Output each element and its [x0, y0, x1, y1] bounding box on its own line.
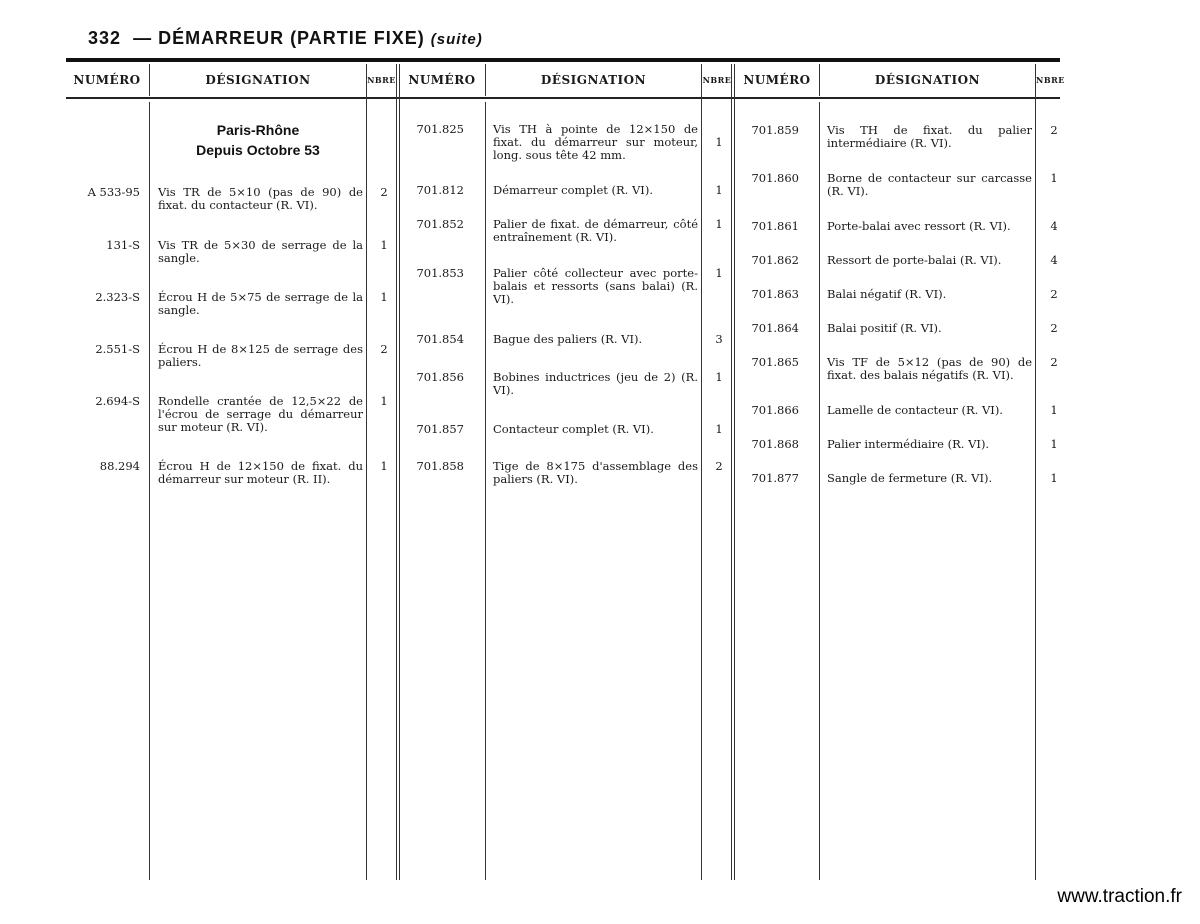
part-designation: Vis TH de fixat. du palier intermédiaire (R. VI).: [827, 123, 1032, 150]
part-number: 701.859: [751, 123, 799, 137]
site-watermark: www.traction.fr: [1057, 886, 1182, 907]
part-number: 131-S: [106, 238, 140, 252]
col-head-designation-2: DÉSIGNATION: [540, 73, 647, 87]
part-number: A 533-95: [87, 185, 140, 199]
part-quantity: 1: [715, 183, 723, 197]
col-head-qty-2: NBRE: [702, 75, 732, 85]
part-quantity: 1: [380, 238, 388, 252]
part-quantity: 1: [715, 135, 723, 149]
part-quantity: 2: [380, 342, 388, 356]
part-quantity: 2: [715, 459, 723, 473]
column-divider: [366, 64, 367, 880]
part-quantity: 4: [1050, 253, 1058, 267]
column-divider: [819, 64, 820, 96]
part-number: 2.551-S: [95, 342, 140, 356]
column-divider: [149, 64, 150, 96]
part-designation: Écrou H de 8×125 de serrage des paliers.: [158, 342, 363, 369]
part-number: 701.861: [751, 219, 799, 233]
part-quantity: 2: [1050, 123, 1058, 137]
header-rule: [66, 97, 1060, 99]
part-quantity: 1: [715, 370, 723, 384]
part-designation: Ressort de porte-balai (R. VI).: [827, 253, 1002, 267]
part-designation: Écrou H de 12×150 de fixat. du démarreur sur moteur (R. II).: [158, 459, 363, 486]
part-quantity: 1: [1050, 403, 1058, 417]
part-designation: Vis TR de 5×30 de serrage de la sangle.: [158, 238, 363, 265]
part-designation: Bobines inductrices (jeu de 2) (R. VI).: [493, 370, 698, 397]
page-title-suite: (suite): [430, 31, 483, 48]
part-designation: Démarreur complet (R. VI).: [493, 183, 653, 197]
part-number: 701.877: [751, 471, 799, 485]
group-heading: [150, 120, 366, 160]
col-head-numero-2: NUMÉRO: [408, 73, 476, 87]
part-quantity: 1: [715, 266, 723, 280]
part-designation: Tige de 8×175 d'assemblage des paliers (R. VI).: [493, 459, 698, 486]
part-number: 701.866: [751, 403, 799, 417]
part-number: 701.854: [416, 332, 464, 346]
column-divider: [485, 64, 486, 96]
part-designation: Lamelle de contacteur (R. VI).: [827, 403, 1003, 417]
part-designation: Palier de fixat. de démarreur, côté entraînement (R. VI).: [493, 217, 698, 244]
part-designation: Sangle de fermeture (R. VI).: [827, 471, 993, 485]
part-designation: Balai positif (R. VI).: [827, 321, 942, 335]
part-quantity: 4: [1050, 219, 1058, 233]
part-number: 701.858: [416, 459, 464, 473]
part-quantity: 1: [380, 394, 388, 408]
part-designation: Écrou H de 5×75 de serrage de la sangle.: [158, 290, 363, 317]
column-divider: [485, 102, 486, 880]
part-quantity: 3: [715, 332, 723, 346]
part-designation: Balai négatif (R. VI).: [827, 287, 947, 301]
page-header: [88, 28, 483, 54]
part-designation: Rondelle crantée de 12,5×22 de l'écrou de serrage du démarreur sur moteur (R. VI).: [158, 394, 363, 434]
part-designation: Palier côté collecteur avec porte-balais et ressorts (sans balai) (R. VI).: [493, 266, 698, 306]
col-head-designation-3: DÉSIGNATION: [874, 73, 981, 87]
part-quantity: 1: [715, 422, 723, 436]
part-number: 701.860: [751, 171, 799, 185]
part-designation: Palier intermédiaire (R. VI).: [827, 437, 990, 451]
group-heading-date: Depuis Octobre 53: [196, 142, 320, 158]
part-quantity: 2: [1050, 321, 1058, 335]
col-head-numero-3: NUMÉRO: [743, 73, 811, 87]
col-head-qty-3: NBRE: [1036, 75, 1065, 85]
part-designation: Borne de contacteur sur carcasse (R. VI).: [827, 171, 1032, 198]
part-quantity: 1: [380, 459, 388, 473]
part-number: 701.825: [416, 122, 464, 136]
col-head-designation-1: DÉSIGNATION: [205, 73, 311, 87]
part-quantity: 2: [380, 185, 388, 199]
part-quantity: 1: [1050, 471, 1058, 485]
part-quantity: 2: [1050, 287, 1058, 301]
part-number: 701.856: [416, 370, 464, 384]
part-number: 701.853: [416, 266, 464, 280]
column-divider: [1035, 64, 1036, 880]
part-number: 2.694-S: [95, 394, 140, 408]
column-divider: [149, 102, 150, 880]
part-designation: Porte-balai avec ressort (R. VI).: [827, 219, 1011, 233]
part-designation: Vis TR de 5×10 (pas de 90) de fixat. du contacteur (R. VI).: [158, 185, 363, 212]
part-designation: Vis TH à pointe de 12×150 de fixat. du démarreur sur moteur, long. sous tête 42 mm.: [493, 122, 698, 162]
column-divider: [701, 64, 702, 880]
column-divider: [819, 102, 820, 880]
part-quantity: 1: [380, 290, 388, 304]
part-number: 701.863: [751, 287, 799, 301]
part-number: 701.868: [751, 437, 799, 451]
page-number: 332: [88, 28, 122, 48]
col-head-qty-1: NBRE: [367, 75, 396, 85]
part-designation: Vis TF de 5×12 (pas de 90) de fixat. des balais négatifs (R. VI).: [827, 355, 1032, 382]
part-number: 701.864: [751, 321, 799, 335]
part-number: 701.857: [416, 422, 464, 436]
top-rule: [66, 58, 1060, 62]
part-designation: Contacteur complet (R. VI).: [493, 422, 654, 436]
part-designation: Bague des paliers (R. VI).: [493, 332, 643, 346]
part-quantity: 1: [1050, 171, 1058, 185]
part-number: 701.862: [751, 253, 799, 267]
part-number: 701.865: [751, 355, 799, 369]
part-quantity: 2: [1050, 355, 1058, 369]
part-number: 2.323-S: [95, 290, 140, 304]
part-number: 701.852: [416, 217, 464, 231]
col-head-numero-1: NUMÉRO: [73, 73, 141, 87]
part-number: 88.294: [99, 459, 140, 473]
part-quantity: 1: [1050, 437, 1058, 451]
part-number: 701.812: [416, 183, 464, 197]
page-title: — DÉMARREUR (PARTIE FIXE): [133, 28, 425, 48]
part-quantity: 1: [715, 217, 723, 231]
group-heading-maker: Paris-Rhône: [216, 122, 300, 138]
